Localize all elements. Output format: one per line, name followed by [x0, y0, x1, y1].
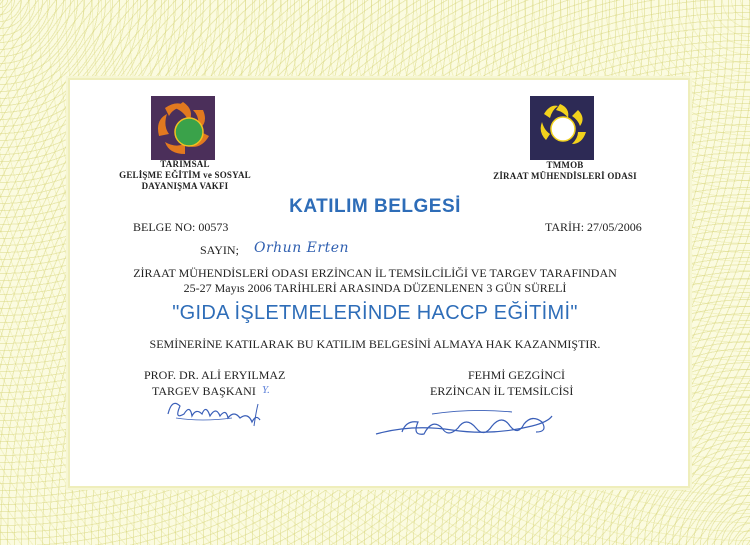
right-signatory-name: FEHMİ GEZGİNCİ [468, 368, 565, 382]
right-org-line: TMMOB [546, 160, 584, 170]
body-line-2: 25-27 Mayıs 2006 TARİHLERİ ARASINDA DÜZENLENEN 3 GÜN SÜRELİ [183, 281, 567, 295]
body-line-1: ZİRAAT MÜHENDİSLERİ ODASI ERZİNCAN İL TEMSİLCİLİĞİ VE TARGEV TARAFINDAN [133, 266, 617, 280]
left-signatory-title: TARGEV BAŞKANI [152, 384, 256, 398]
recipient-name: Orhun Erten [254, 240, 350, 256]
right-signature [372, 402, 562, 451]
right-org-name [470, 160, 660, 182]
left-signature [162, 392, 272, 437]
document-number: BELGE NO: 00573 [133, 220, 229, 234]
certificate-date: TARİH: 27/05/2006 [545, 220, 642, 234]
right-org-line: ZİRAAT MÜHENDİSLERİ ODASI [493, 171, 637, 181]
left-signatory-name: PROF. DR. ALİ ERYILMAZ [144, 368, 286, 382]
left-org-line: GELİŞME EĞİTİM ve SOSYAL [119, 170, 251, 180]
left-signatory-mark: Y. [262, 384, 270, 396]
salutation: SAYIN; [200, 243, 239, 257]
left-org-line: DAYANIŞMA VAKFI [141, 181, 229, 191]
body-line-3: SEMİNERİNE KATILARAK BU KATILIM BELGESİNİ ALMAYA HAK KAZANMIŞTIR. [149, 337, 601, 351]
certificate-title: KATILIM BELGESİ [289, 196, 461, 217]
tmmob-logo [530, 96, 594, 160]
right-signatory-title: ERZİNCAN İL TEMSİLCİSİ [430, 384, 574, 398]
targev-logo [151, 96, 215, 160]
left-org-name [118, 159, 252, 192]
training-name: "GIDA İŞLETMELERİNDE HACCP EĞİTİMİ" [172, 302, 578, 324]
left-org-line: TARIMSAL [160, 159, 210, 169]
